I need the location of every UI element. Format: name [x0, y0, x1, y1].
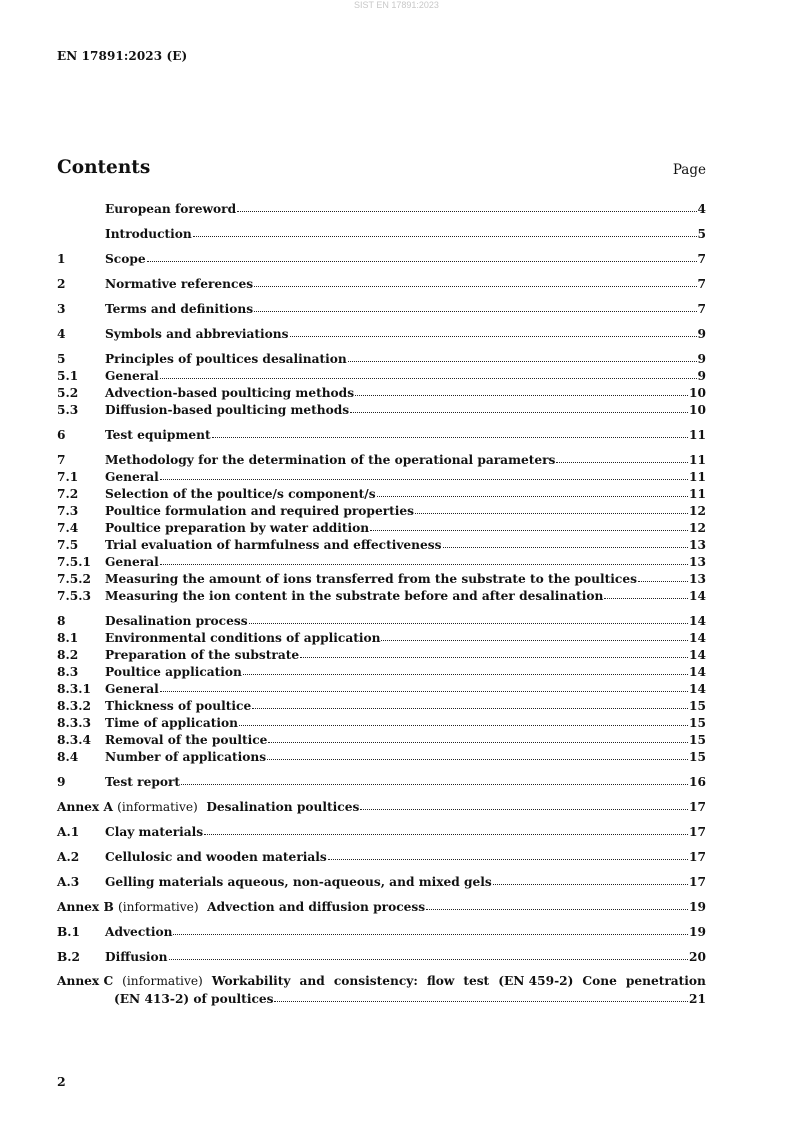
toc-page-number: 19 [689, 900, 706, 914]
toc-section-title: Removal of the poultice [105, 733, 268, 747]
toc-page-number: 17 [689, 800, 706, 814]
toc-section-title: Symbols and abbreviations [105, 327, 289, 341]
dot-leader [426, 897, 688, 910]
dot-leader [556, 450, 688, 463]
toc-section-title: Scope [105, 252, 146, 266]
toc-section-number: 6 [57, 428, 66, 442]
dot-leader [173, 922, 688, 935]
toc-section-number: 8.3 [57, 665, 79, 679]
toc-section-number: A.1 [57, 825, 80, 839]
dot-leader [267, 747, 688, 760]
annex-c-title-word: Workability [211, 974, 291, 988]
toc-entry[interactable] [57, 225, 706, 242]
toc-entry[interactable] [57, 401, 706, 418]
toc-page-number: 15 [689, 733, 706, 747]
toc-section-title: Advection-based poulticing methods [105, 386, 355, 400]
toc-page-number: 11 [689, 428, 706, 442]
toc-section-title: General [105, 369, 159, 383]
toc-page-number: 12 [689, 504, 706, 518]
toc-entry[interactable] [57, 485, 706, 502]
dot-leader [443, 535, 689, 548]
annex-c-title-word: flow [426, 974, 455, 988]
toc-entry[interactable] [57, 451, 706, 468]
toc-entry[interactable] [57, 923, 706, 940]
toc-section-number: 5.3 [57, 403, 79, 417]
toc-section-number: 7.5.3 [57, 589, 91, 603]
toc-entry[interactable] [57, 873, 706, 890]
dot-leader [415, 501, 688, 514]
toc-entry[interactable] [57, 612, 706, 629]
toc-section-number: 5.1 [57, 369, 79, 383]
document-id: EN 17891:2023 (E) [57, 49, 188, 63]
page-number: 2 [57, 1074, 66, 1089]
toc-entry[interactable] [57, 773, 706, 790]
toc-section-number: B.2 [57, 950, 81, 964]
toc-section-number: 7.5.2 [57, 572, 91, 586]
toc-section-title: Diffusion [105, 950, 168, 964]
toc-section-number: 8.3.1 [57, 682, 91, 696]
dot-leader [212, 425, 688, 438]
toc-entry[interactable] [57, 519, 706, 536]
dot-leader [381, 628, 688, 641]
toc-page-number: 14 [689, 589, 706, 603]
dot-leader [254, 299, 696, 312]
toc-entry[interactable] [57, 200, 706, 217]
dot-leader [249, 611, 688, 624]
toc-section-title: Selection of the poultice/s component/s [105, 487, 376, 501]
toc-section-title: Poultice preparation by water addition [105, 521, 370, 535]
toc-section-title: Poultice formulation and required properties [105, 504, 414, 518]
toc-section-number: 5.2 [57, 386, 79, 400]
annex-c-title-word: Cone [582, 974, 617, 988]
toc-page-number: 5 [697, 227, 706, 241]
toc-section-number: 8.3.4 [57, 733, 91, 747]
toc-page-number: 15 [689, 750, 706, 764]
toc-section-number: 8.3.3 [57, 716, 91, 730]
watermark: SIST EN 17891:2023 [354, 0, 439, 10]
toc-page-number: 17 [689, 825, 706, 839]
toc-entry[interactable] [57, 748, 706, 765]
toc-page-number: 7 [697, 252, 706, 266]
toc-page-number: 14 [689, 648, 706, 662]
dot-leader [193, 224, 697, 237]
toc-page-number: 14 [689, 614, 706, 628]
toc-page-number: 11 [689, 487, 706, 501]
toc-entry[interactable] [57, 502, 706, 519]
dot-leader [169, 947, 688, 960]
toc-section-number: 7.5 [57, 538, 79, 552]
toc-entry[interactable] [57, 646, 706, 663]
annex-c-title-word: consistency: [333, 974, 418, 988]
toc-page-number: 12 [689, 521, 706, 535]
toc-section-title: Measuring the ion content in the substrate before and after desalination [105, 589, 604, 603]
toc-page-number: 9 [697, 327, 706, 341]
toc-section-title: Desalination process [105, 614, 248, 628]
toc-section-number: 7 [57, 453, 66, 467]
toc-section-title: Thickness of poultice [105, 699, 252, 713]
toc-page-number: 10 [689, 386, 706, 400]
toc-section-title: Methodology for the determination of the operational parameters [105, 453, 556, 467]
toc-page-number: 9 [697, 352, 706, 366]
annex-c-title-word: (EN 459-2) [498, 974, 574, 988]
annex-c-qualifier: (informative) [122, 974, 203, 988]
toc-section-number: A.2 [57, 850, 80, 864]
toc-section-number: 1 [57, 252, 66, 266]
toc-section-number: B.1 [57, 925, 81, 939]
dot-leader [274, 989, 688, 1002]
dot-leader [243, 662, 688, 675]
annex-c-title-word: and [299, 974, 325, 988]
toc-entry[interactable] [57, 587, 706, 604]
table-of-contents [57, 200, 706, 1008]
toc-section-title: Gelling materials aqueous, non-aqueous, and mixed gels [105, 875, 492, 889]
toc-section-number: 8.4 [57, 750, 79, 764]
toc-section-number: 7.3 [57, 504, 79, 518]
dot-leader [370, 518, 688, 531]
toc-page-number: 13 [689, 572, 706, 586]
toc-entry[interactable] [57, 948, 706, 965]
annex-c-title-word: penetration [625, 974, 706, 988]
toc-section-number: A.3 [57, 875, 80, 889]
toc-entry[interactable] [57, 325, 706, 342]
toc-section-title: Principles of poultices desalination [105, 352, 347, 366]
toc-section-title: Desalination poultices [206, 800, 360, 814]
toc-section-title: General [105, 555, 159, 569]
toc-section-title: Clay materials [105, 825, 204, 839]
toc-page-number: 17 [689, 875, 706, 889]
toc-page-number: 7 [697, 277, 706, 291]
dot-leader [377, 484, 688, 497]
toc-entry[interactable] [57, 823, 706, 840]
toc-section-number: 8.2 [57, 648, 79, 662]
toc-page-number: 14 [689, 665, 706, 679]
toc-annex-qualifier: (informative) [117, 800, 198, 814]
dot-leader [350, 400, 688, 413]
toc-page-number: 13 [689, 538, 706, 552]
annex-c-heading-line [57, 973, 706, 990]
toc-page-number: 14 [689, 682, 706, 696]
toc-entry[interactable] [57, 714, 706, 731]
toc-section-number: 7.4 [57, 521, 79, 535]
toc-section-number: 2 [57, 277, 66, 291]
toc-entry[interactable] [57, 275, 706, 292]
dot-leader [328, 847, 688, 860]
toc-section-title: Advection and diffusion process [207, 900, 426, 914]
toc-section-number: 8.3.2 [57, 699, 91, 713]
annex-c-label: Annex C [57, 974, 114, 988]
dot-leader [638, 569, 688, 582]
dot-leader [360, 797, 688, 810]
toc-entry[interactable] [57, 663, 706, 680]
dot-leader [239, 713, 688, 726]
toc-section-title: Test report [105, 775, 181, 789]
toc-section-title: Introduction [105, 227, 192, 241]
dot-leader [604, 586, 688, 599]
toc-page-number: 9 [697, 369, 706, 383]
toc-entry[interactable] [57, 697, 706, 714]
toc-entry[interactable] [57, 468, 706, 485]
toc-section-title: Test equipment [105, 428, 211, 442]
toc-section-number: 8.1 [57, 631, 79, 645]
dot-leader [254, 274, 696, 287]
toc-page-number: 19 [689, 925, 706, 939]
dot-leader [147, 249, 697, 262]
dot-leader [160, 467, 688, 480]
toc-section-number: 7.1 [57, 470, 79, 484]
dot-leader [493, 872, 688, 885]
toc-section-number: 4 [57, 327, 66, 341]
toc-entry[interactable] [57, 426, 706, 443]
toc-page-number: 16 [689, 775, 706, 789]
dot-leader [348, 349, 697, 362]
dot-leader [160, 552, 688, 565]
toc-entry[interactable] [57, 250, 706, 267]
toc-entry[interactable] [57, 300, 706, 317]
dot-leader [160, 366, 697, 379]
toc-entry[interactable] [57, 570, 706, 587]
annex-c-page-number: 21 [689, 992, 706, 1006]
toc-annex-label: Annex B (informative) [57, 900, 199, 914]
toc-section-title: General [105, 682, 159, 696]
toc-section-title: Cellulosic and wooden materials [105, 850, 327, 864]
toc-page-number: 11 [689, 453, 706, 467]
toc-annex-label: Annex A (informative) [57, 800, 198, 814]
toc-page-number: 10 [689, 403, 706, 417]
toc-section-number: 5 [57, 352, 66, 366]
toc-annex-qualifier: (informative) [118, 900, 199, 914]
toc-page-number: 11 [689, 470, 706, 484]
annex-c-title-word: test [463, 974, 490, 988]
annex-c-continuation-line [57, 990, 706, 1008]
dot-leader [355, 383, 688, 396]
toc-page-number: 17 [689, 850, 706, 864]
toc-section-title: Number of applications [105, 750, 267, 764]
dot-leader [204, 822, 688, 835]
toc-section-title: Diffusion-based poulticing methods [105, 403, 350, 417]
toc-entry[interactable] [57, 731, 706, 748]
toc-section-title: Time of application [105, 716, 238, 730]
toc-section-title: Advection [105, 925, 173, 939]
page-column-label: Page [672, 162, 706, 178]
toc-section-title: General [105, 470, 159, 484]
toc-entry[interactable] [57, 798, 706, 815]
toc-section-title: Poultice application [105, 665, 242, 679]
toc-entry-annex-c[interactable] [57, 973, 706, 1008]
toc-section-title: European foreword [105, 202, 237, 216]
toc-section-title: Measuring the amount of ions transferred from the substrate to the poultices [105, 572, 637, 586]
dot-leader [252, 696, 688, 709]
toc-page-number: 15 [689, 716, 706, 730]
dot-leader [160, 679, 688, 692]
toc-page-number: 4 [697, 202, 706, 216]
dot-leader [237, 199, 696, 212]
dot-leader [300, 645, 688, 658]
annex-c-title-continued: (EN 413-2) of poultices [114, 992, 274, 1006]
toc-entry[interactable] [57, 384, 706, 401]
toc-entry[interactable] [57, 680, 706, 697]
dot-leader [181, 772, 688, 785]
toc-page-number: 13 [689, 555, 706, 569]
toc-entry[interactable] [57, 350, 706, 367]
toc-section-title: Terms and definitions [105, 302, 254, 316]
toc-section-number: 7.2 [57, 487, 79, 501]
toc-section-number: 9 [57, 775, 66, 789]
toc-page-number: 15 [689, 699, 706, 713]
toc-entry[interactable] [57, 848, 706, 865]
toc-section-number: 3 [57, 302, 66, 316]
toc-section-number: 7.5.1 [57, 555, 91, 569]
dot-leader [290, 324, 697, 337]
toc-section-title: Trial evaluation of harmfulness and effectiveness [105, 538, 442, 552]
toc-page-number: 14 [689, 631, 706, 645]
toc-entry[interactable] [57, 536, 706, 553]
dot-leader [268, 730, 688, 743]
toc-entry[interactable] [57, 553, 706, 570]
toc-section-title: Preparation of the substrate [105, 648, 300, 662]
toc-entry[interactable] [57, 629, 706, 646]
toc-page-number: 7 [697, 302, 706, 316]
toc-section-number: 8 [57, 614, 66, 628]
toc-entry[interactable] [57, 898, 706, 915]
toc-page-number: 20 [689, 950, 706, 964]
contents-title: Contents [57, 157, 151, 178]
toc-section-title: Normative references [105, 277, 254, 291]
toc-section-title: Environmental conditions of application [105, 631, 381, 645]
toc-entry[interactable] [57, 367, 706, 384]
